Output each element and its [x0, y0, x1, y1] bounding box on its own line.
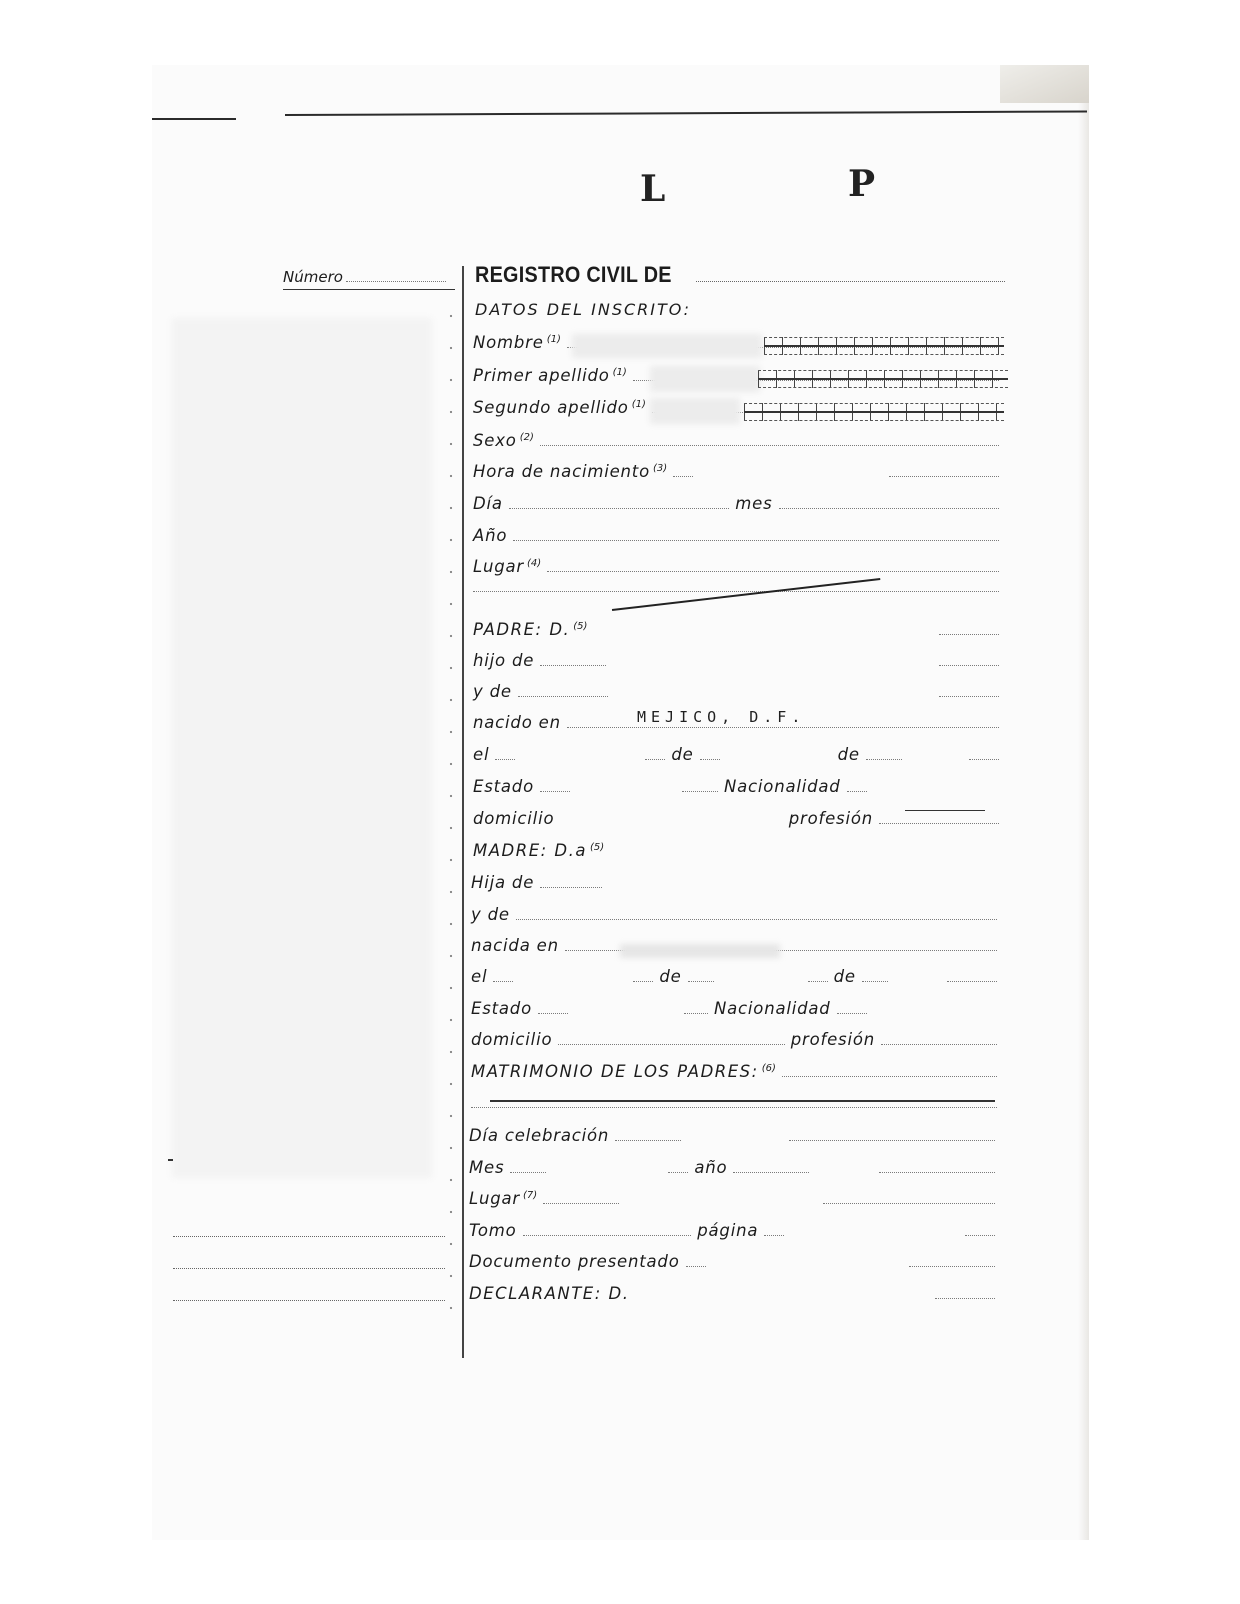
fill-mes-cap: [510, 1171, 546, 1173]
fill-de-madre-a: [688, 980, 714, 982]
label-madre: MADRE: D.a: [473, 841, 587, 860]
fill-domicilio-madre: [558, 1043, 784, 1045]
fill-matrimonio-2: [471, 1106, 997, 1108]
fill-anio-lower-b: [879, 1171, 995, 1173]
redacted-nacida-en: [620, 944, 780, 958]
fill-pagina-a: [764, 1234, 784, 1236]
note-3: (3): [652, 462, 668, 474]
registry-title-row[interactable]: [475, 262, 1005, 288]
field-domicilio-profesion-padre[interactable]: [473, 809, 1005, 828]
fill-nacionalidad-madre: [837, 1012, 867, 1014]
field-y-de-padre[interactable]: [473, 682, 1005, 701]
label-domicilio: domicilio: [473, 809, 555, 828]
grid-nombre: [764, 337, 1004, 355]
fill-hora-b: [889, 475, 999, 477]
label-domicilio: domicilio: [471, 1030, 553, 1049]
fill-de-c: [969, 758, 999, 760]
column-divider-dots: [449, 300, 453, 1310]
fill-dia-celebracion-a: [615, 1139, 681, 1141]
label-lugar: Lugar: [473, 557, 525, 576]
label-primer-apellido: Primer apellido: [473, 366, 610, 385]
note-7: (7): [523, 1189, 538, 1201]
fill-estado-madre-b: [684, 1012, 708, 1014]
label-anio: Año: [473, 526, 508, 545]
fill-de-madre-c: [862, 980, 888, 982]
label-de: de: [659, 967, 682, 986]
fill-lugar: [547, 570, 999, 572]
label-profesion: profesión: [790, 1030, 875, 1049]
field-el-de-de-padre[interactable]: [473, 745, 1005, 764]
field-anio[interactable]: [473, 526, 1005, 545]
fill-hija-de: [540, 886, 602, 888]
field-domicilio-profesion-madre[interactable]: [471, 1030, 1003, 1049]
field-lugar-celebracion[interactable]: [469, 1189, 1001, 1208]
fill-pagina-b: [965, 1234, 995, 1236]
margin-line-3[interactable]: [173, 1300, 445, 1301]
label-de: de: [833, 967, 856, 986]
label-el: el: [471, 967, 488, 986]
field-lugar-continuation[interactable]: [473, 590, 1005, 592]
handwritten-nacido-en: MEJICO, D.F.: [637, 708, 806, 726]
label-sexo: Sexo: [473, 431, 517, 450]
fill-mes-cap-b: [668, 1171, 688, 1173]
label-padre: PADRE: D.: [473, 620, 571, 639]
fill-documento-b: [909, 1265, 995, 1267]
redacted-primer-apellido: [650, 366, 760, 392]
registry-title-fill: [696, 280, 1005, 282]
label-anio-lower: año: [694, 1158, 728, 1177]
label-estado: Estado: [471, 999, 532, 1018]
field-tomo-pagina[interactable]: [469, 1221, 1001, 1240]
fill-padre: [939, 633, 999, 635]
fill-lugar-celebracion-b: [823, 1202, 995, 1204]
fill-de-madre-b: [808, 980, 828, 982]
field-dia-celebracion[interactable]: [469, 1126, 1001, 1145]
note-4: (4): [527, 557, 542, 569]
label-nacionalidad: Nacionalidad: [713, 999, 831, 1018]
fill-lugar-celebracion-a: [543, 1202, 619, 1204]
fill-hijo-de-a: [540, 664, 606, 666]
grid-segundo-apellido: [744, 403, 1004, 421]
header-letter-p: P: [848, 163, 876, 205]
top-rule-left: [152, 118, 236, 120]
fill-profesion: [879, 822, 999, 824]
profesion-stroke: [905, 810, 985, 811]
fill-estado-b: [682, 790, 718, 792]
margin-line-2[interactable]: [173, 1268, 445, 1269]
fill-anio: [513, 539, 999, 541]
label-mes: mes: [735, 494, 773, 513]
numero-dotted-line: [346, 281, 446, 282]
fill-y-de-a: [518, 695, 608, 697]
fill-estado-madre-a: [538, 1012, 568, 1014]
fill-de-a: [700, 758, 720, 760]
fill-mes: [779, 507, 999, 509]
fill-y-de-madre: [516, 918, 997, 920]
fill-matrimonio: [782, 1075, 997, 1077]
sheet-edge-shadow: [1078, 66, 1089, 1540]
margin-tick-mark: [168, 1159, 173, 1161]
fill-dia: [509, 507, 729, 509]
label-dia-celebracion: Día celebración: [469, 1126, 610, 1145]
label-y-de: y de: [471, 905, 510, 924]
label-el: el: [473, 745, 490, 764]
label-segundo-apellido: Segundo apellido: [473, 398, 629, 417]
label-de: de: [671, 745, 694, 764]
grid-primer-apellido: [758, 370, 1008, 388]
label-hijo-de: hijo de: [473, 651, 535, 670]
field-declarante[interactable]: [469, 1284, 1001, 1303]
margin-blurred-area: [172, 318, 432, 1178]
fill-estado-a: [540, 790, 570, 792]
matrimonio-rule: [490, 1100, 995, 1102]
note-6: (6): [761, 1062, 776, 1074]
numero-label: Número: [283, 268, 343, 286]
fill-de-b: [866, 758, 902, 760]
fill-el-madre-b: [633, 980, 653, 982]
header-letter-l: L: [640, 168, 666, 210]
field-hijo-de[interactable]: [473, 651, 1005, 670]
field-estado-nacionalidad-madre[interactable]: [471, 999, 1003, 1018]
label-pagina: página: [697, 1221, 759, 1240]
fill-documento-a: [686, 1265, 706, 1267]
label-documento-presentado: Documento presentado: [469, 1252, 680, 1271]
numero-field[interactable]: [283, 268, 455, 290]
field-el-de-de-madre[interactable]: [471, 967, 1003, 986]
registry-title: REGISTRO CIVIL DE: [475, 262, 672, 287]
fill-lugar-2: [473, 590, 999, 592]
fill-profesion-madre: [881, 1043, 997, 1045]
field-sexo[interactable]: [473, 431, 1005, 450]
column-divider: [462, 266, 464, 1358]
fill-hora-a: [673, 475, 693, 477]
label-matrimonio: MATRIMONIO DE LOS PADRES:: [471, 1062, 759, 1081]
margin-line-1[interactable]: [173, 1236, 445, 1237]
label-estado: Estado: [473, 777, 534, 796]
fill-el: [495, 758, 515, 760]
note-1: (1): [546, 333, 561, 345]
label-hora-nacimiento: Hora de nacimiento: [473, 462, 650, 481]
label-profesion: profesión: [788, 809, 873, 828]
field-padre[interactable]: [473, 620, 1005, 639]
fill-tomo: [523, 1234, 692, 1236]
fill-declarante: [935, 1297, 995, 1299]
note-1: (1): [631, 398, 646, 410]
field-hija-de[interactable]: [471, 873, 1003, 892]
fill-hijo-de-b: [939, 664, 999, 666]
fill-nacionalidad: [847, 790, 867, 792]
label-hija-de: Hija de: [471, 873, 535, 892]
datos-heading: DATOS DEL INSCRITO:: [475, 300, 692, 319]
label-dia: Día: [473, 494, 503, 513]
field-lugar[interactable]: [473, 557, 1005, 576]
note-1: (1): [612, 366, 627, 378]
field-dia-mes[interactable]: [473, 494, 1005, 513]
fill-sexo: [540, 444, 999, 446]
fill-nacido-en: [567, 726, 999, 728]
field-madre[interactable]: [473, 841, 1005, 860]
field-documento-presentado[interactable]: [469, 1252, 1001, 1271]
label-lugar: Lugar: [469, 1189, 521, 1208]
label-mes-cap: Mes: [469, 1158, 505, 1177]
redacted-nombre: [572, 334, 762, 358]
label-nacido-en: nacido en: [473, 713, 561, 732]
fill-dia-celebracion-b: [789, 1139, 995, 1141]
label-nacida-en: nacida en: [471, 936, 559, 955]
fill-anio-lower: [733, 1171, 809, 1173]
fill-el-b: [645, 758, 665, 760]
label-y-de: y de: [473, 682, 512, 701]
label-declarante: DECLARANTE: D.: [469, 1284, 630, 1303]
field-y-de-madre[interactable]: [471, 905, 1003, 924]
fill-el-madre: [493, 980, 513, 982]
label-nombre: Nombre: [473, 333, 544, 352]
sheet-corner-shade: [1000, 65, 1089, 103]
label-de: de: [837, 745, 860, 764]
label-nacionalidad: Nacionalidad: [723, 777, 841, 796]
note-5: (5): [573, 620, 588, 632]
field-mes-anio[interactable]: [469, 1158, 1001, 1177]
note-5: (5): [589, 841, 605, 853]
field-matrimonio-continuation[interactable]: [471, 1106, 1003, 1108]
label-tomo: Tomo: [469, 1221, 517, 1240]
field-matrimonio[interactable]: [471, 1062, 1003, 1081]
fill-de-madre-d: [947, 980, 997, 982]
field-estado-nacionalidad-padre[interactable]: [473, 777, 1005, 796]
redacted-segundo-apellido: [650, 398, 740, 424]
field-hora-nacimiento[interactable]: [473, 462, 1005, 481]
note-2: (2): [519, 431, 534, 443]
fill-y-de-b: [939, 695, 999, 697]
